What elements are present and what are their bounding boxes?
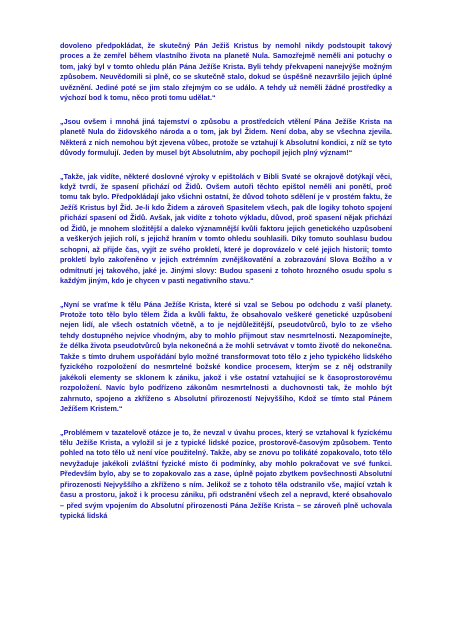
paragraph-3: „Takže, jak vidíte, některé doslovné výroky v epištolách v Bibli Svaté se okrajově dotýkají věci, když tvrdí, že spasení přichází od Židů. Ovšem autoři těchto epištol neměli ani ponětí, proč tomu tak bylo. Předpokládají jako všichni ostatní, že důvod tohoto sdělení je v prostém faktu, že Ježíš Kristus byl Žid. Je-li kdo Židem a zároveň Spasitelem všech, pak dle logiky tohoto spojení přichází spasení od Židů. Avšak, jak vidíte z tohoto výkladu, důvod, proč spasení nějak přichází od Židů, je mnohem složitější a daleko významnější kvůli faktoru jejich genetického uzpůsobení a veškerých jejich rolí, s jejichž hraním v tomto ohledu souhlasili. Díky tomuto souhlasu budou schopni, až přijde čas, vyjít ze svého prokletí, které je doprovázelo v celé jejich historii; tomto prokletí bylo zakořeněno v jejich extrémním zvnějškovatění a zobrazování Slova Božího a v odmítnutí jej takového, jaké je. Jinými slovy: Budou spaseni z tohoto hrozného osudu spolu s každým jiným, kdo je chycen v pasti negativního stavu.“: [60, 171, 392, 286]
paragraph-5: „Problémem v tazatelově otázce je to, že nevzal v úvahu proces, který se vztahoval k fyzickému tělu Ježíše Krista, a vyložil si je z typické lidské pozice, prostorově-časovým způsobem. Tento pohled na toto tělo už není více použitelný. Takže, aby se znovu po tolikáté zopakovalo, toto tělo nevyžaduje jakékoli zvláštní fyzické místo či podmínky, aby mohlo pokračovat ve své funkci. Především bylo, aby se to zopakovalo zas a zase, úplně pojato zbytkem povšechnosti Absolutní přirozenosti Nejvyššího a zkříženo s ním. Jelikož se z tohoto těla odstranilo vše, mající vztah k času a prostoru, jakož i k procesu zániku, při odstranění všech zel a nepravd, které obsahovalo – před svým vpojením do Absolutní přirozenosti Pána Ježíše Krista – se zároveň plně uchovala typická lidská: [60, 427, 392, 521]
paragraph-4: „Nyní se vraťme k tělu Pána Ježíše Krista, které si vzal se Sebou po odchodu z vaší planety. Protože toto tělo bylo tělem Žida a kvůli faktu, že obsahovalo veškeré genetické uzpůsobení nejen lidí, ale všech ostatních včetně, a to je nejdůležitější, pseudotvůrců, bylo to ze všeho tehdy dostupného nejvíce vhodným, aby to mohlo přijmout stav nesmrtelnosti. Nezapomínejte, že délka života pseudotvůrců byla nekonečná a že mohli setrvávat v tomto životě do nekonečna. Takže s tímto druhem uspořádání bylo možné transformovat toto tělo z jeho typického lidského fyzického rozpoložení do nesmrtelné božské kondice procesem, kterým se z něj odstranily jakékoli elementy se sklonem k zániku, jakož i vše ostatní vztahující se k časoprostorovému rozpoložení. Navíc bylo podřízeno zákonům nesmrtelnosti a duchovnosti tak, že mohlo být zahrnuto, spojeno a zkříženo s Absolutní přirozeností Nejvyššího, Kdož se tímto stal Pánem Ježíšem Kristem.“: [60, 299, 392, 414]
paragraph-2: „Jsou ovšem i mnohá jiná tajemství o způsobu a prostředcích vtělení Pána Ježíše Krista na planetě Nula do židovského národa a o tom, jak byl Židem. Není doba, aby se všechna zjevila. Některá z nich nemohou být zjevena vůbec, protože se vztahují k Absolutní kondici, z níž se tyto důvody formulují. Jeden by musel být Absolutním, aby pochopil jejich plný význam!“: [60, 116, 392, 158]
paragraph-1: dovoleno předpokládat, že skutečný Pán Ježiš Kristus by nemohl nikdy podstoupit takový proces a že zemřel během vlastního života na planetě Nula. Samozřejmě neměli ani potuchy o tom, jaký byl v tomto ohledu plán Pána Ježíše Krista. Byli tehdy překvapeni nanejvýše možným způsobem. Neuvědomili si plně, co se skutečně stalo, dokud se úspěšně nezavršilo jejich úplné uvěznění. Jediné poté se jim stalo zřejmým co se událo. A tehdy už neměli žádné prostředky a výchozí bod k tomu, něco proti tomu udělat.“: [60, 41, 392, 103]
